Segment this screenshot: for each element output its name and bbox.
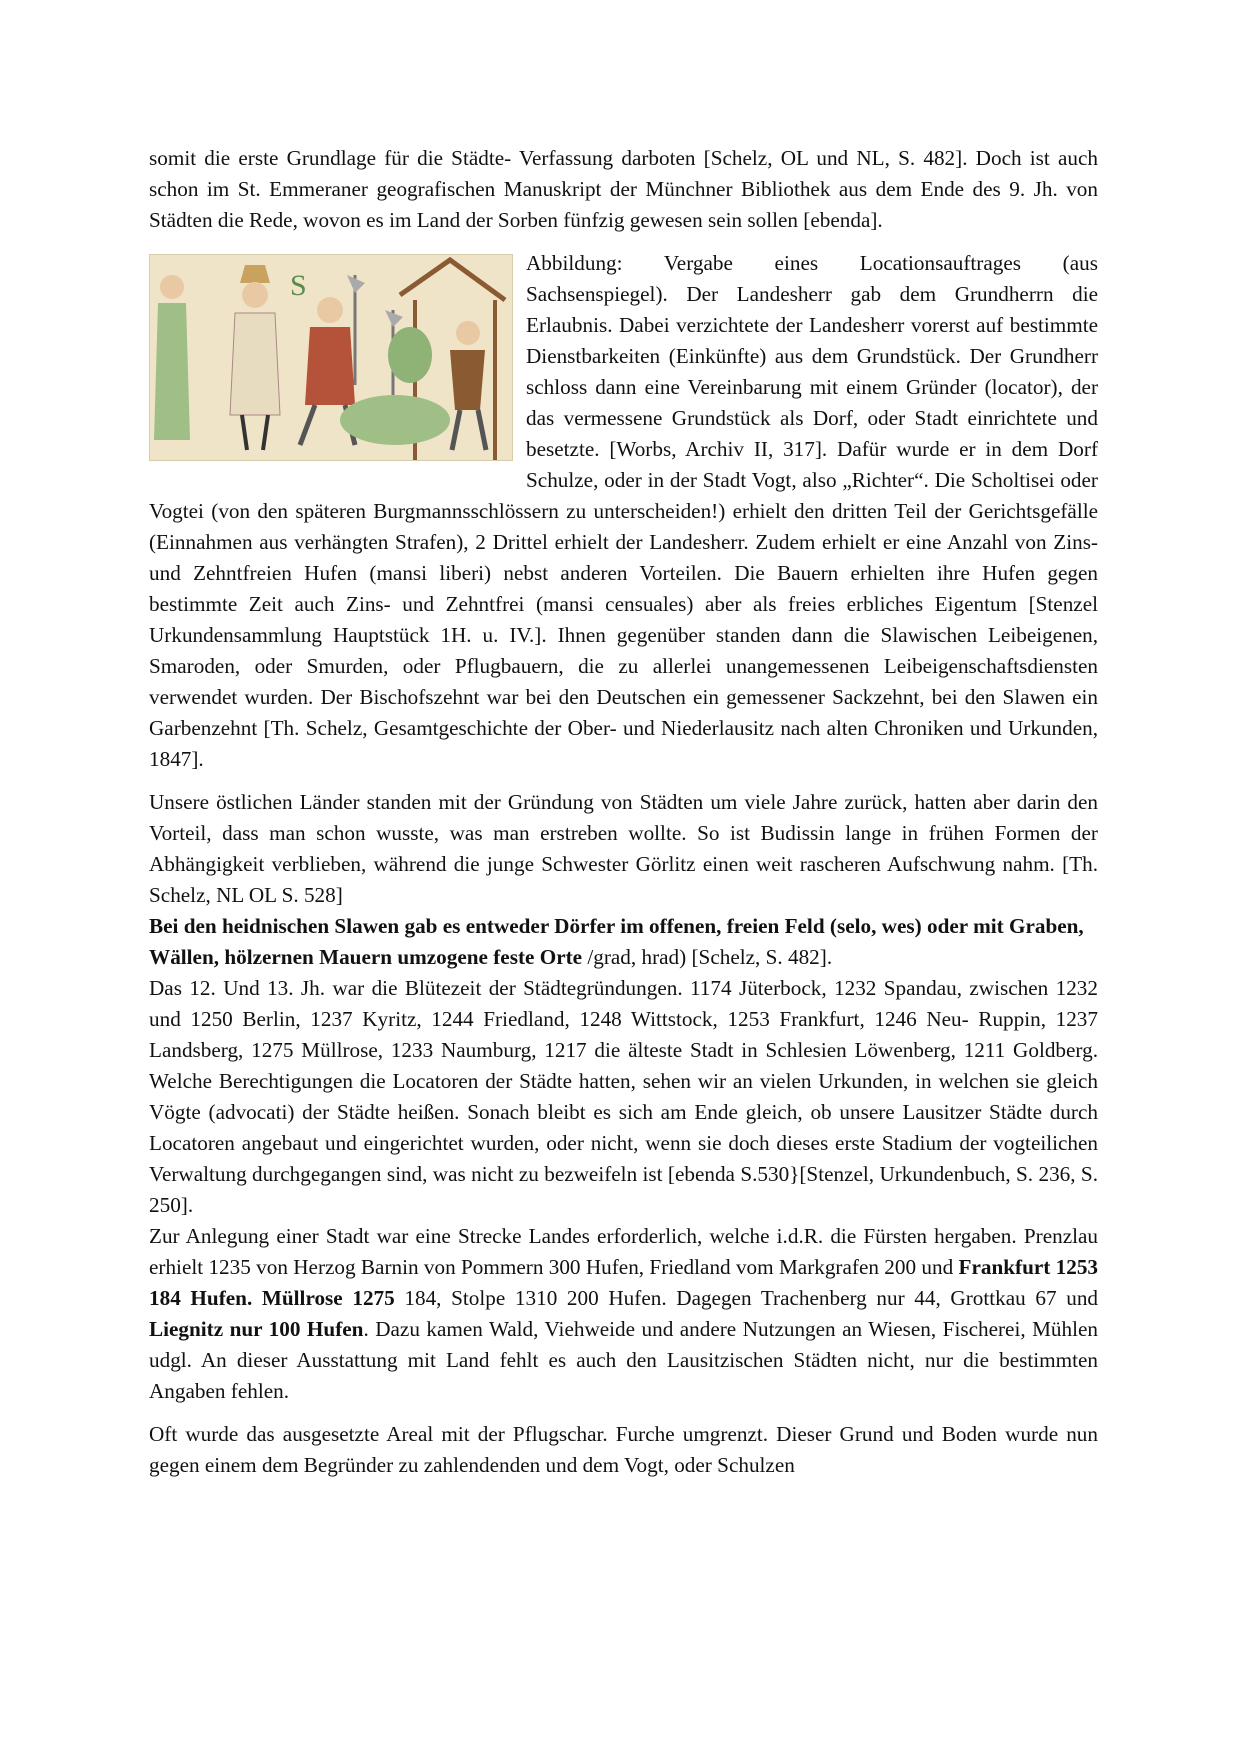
paragraph-7: Oft wurde das ausgesetzte Areal mit der Pflugschar. Furche umgrenzt. Dieser Grund und Boden wurde nun gegen einem dem Begründer zu zahlendenden und dem Vogt, oder Schulzen (149, 1422, 1098, 1477)
paragraph-4-rest: /grad, hrad) [Schelz, S. 482]. (582, 945, 833, 969)
paragraph-6-bold-1: Frankfurt 1253 184 Hufen. Müllrose 1275 (149, 1255, 1099, 1310)
paragraph-6-bold-2: Liegnitz nur 100 Hufen (149, 1317, 364, 1341)
sachsenspiegel-illustration-icon (149, 254, 513, 461)
paragraph-6 (149, 1221, 1098, 1407)
paragraph-6-c: 184, Stolpe 1310 200 Hufen. Dagegen Trachenberg nur 44, Grottkau 67 und (394, 1286, 1099, 1310)
paragraph-5: Das 12. Und 13. Jh. war die Blütezeit der Städtegründungen. 1174 Jüterbock, 1232 Spandau, zwischen 1232 und 1250 Berlin, 1237 Kyritz, 1244 Friedland, 1248 Wittstock, 1253 Frankfurt, 1246 Neu- Ruppin, 1237 Landsberg, 1275 Müllrose, 1233 Naumburg, 1217 die älteste Stadt in Schlesien Löwenberg, 1211 Goldberg. Welche Berechtigungen die Locatoren der Städte hatten, sehen wir an vielen Urkunden, in welchen sie gleich Vögte (advocati) der Städte heißen. Sonach bleibt es sich am Ende gleich, ob unsere Lausitzer Städte durch Locatoren angebaut und eingerichtet wurden, oder nicht, wenn sie doch dieses erste Stadium der vogteilichen Verwaltung durchgegangen sind, was nicht zu bezweifeln ist [ebenda S.530}[Stenzel, Urkundenbuch, S. 236, S. 250]. (149, 976, 1098, 1217)
paragraph-6-a: Zur Anlegung einer Stadt war eine Strecke Landes erforderlich, welche i.d.R. die Fürsten hergaben. Prenzlau erhielt 1235 von Herzog Barnin von Pommern 300 Hufen, Friedland vom Markgrafen 200 und (149, 1224, 1098, 1279)
paragraph-3: Unsere östlichen Länder standen mit der Gründung von Städten um viele Jahre zurück, hatten aber darin den Vorteil, dass man schon wusste, was man erstreben wollte. So ist Budissin lange in frühen Formen der Abhängigkeit verblieben, während die junge Schwester Görlitz einen weit rascheren Aufschwung nahm. [Th. Schelz, NL OL S. 528] (149, 790, 1098, 907)
document-page (149, 143, 1098, 1481)
paragraph-4 (149, 911, 1098, 973)
svg-text:S: S (290, 269, 307, 302)
paragraph-2: Abbildung: Vergabe eines Locationsauftrages (aus Sachsenspiegel). Der Landesherr gab dem Grundherrn die Erlaubnis. Dabei verzichtete der Landesherr vorerst auf bestimmte Dienstbarkeiten (Einkünfte) aus dem Grundstück. Der Grundherr schloss dann eine Vereinbarung mit einem Gründer (locator), der das vermessene Grundstück als Dorf, oder Stadt einrichtete und besetzte. [Worbs, Archiv II, 317]. Dafür wurde er in dem Dorf Schulze, oder in der Stadt Vogt, also „Richter“. Die Scholtisei oder Vogtei (von den späteren Burgmannsschlössern zu unterscheiden!) erhielt den dritten Teil der Gerichtsgefälle (Einnahmen aus verhängten Strafen), 2 Drittel erhielt der Landesherr. Zudem erhielt er eine Anzahl von Zins- und Zehntfreien Hufen (mansi liberi) nebst anderen Vorteilen. Die Bauern erhielten ihre Hufen gegen bestimmte Zeit auch Zins- und Zehntfrei (mansi censuales) aber als freies erbliches Eigentum [Stenzel Urkundensammlung Hauptstück 1H. u. IV.]. Ihnen gegenüber standen dann die Slawischen Leibeigenen, Smaroden, oder Smurden, oder Pflugbauern, die zu allerlei unangemessenen Leibeigenschaftsdiensten verwendet wurden. Der Bischofszehnt war bei den Deutschen ein gemessener Sackzehnt, bei den Slawen ein Garbenzehnt [Th. Schelz, Gesamtgeschichte der Ober- und Niederlausitz nach alten Chroniken und Urkunden, 1847]. (149, 251, 1098, 771)
paragraph-6-d: . Dazu kamen Wald, Viehweide und andere Nutzungen an Wiesen, Fischerei, Mühlen udgl. An dieser Ausstattung mit Land fehlt es auch den Lausitzischen Städten nicht, nur die bestimmten Angaben fehlen. (149, 1317, 1099, 1403)
figure-paragraph (149, 248, 1098, 775)
paragraph-1: somit die erste Grundlage für die Städte- Verfassung darboten [Schelz, OL und NL, S. 482]. Doch ist auch schon im St. Emmeraner geografischen Manuskript der Münchner Bibliothek aus dem Ende des 9. Jh. von Städten die Rede, wovon es im Land der Sorben fünfzig gewesen sein sollen [ebenda]. (149, 146, 1098, 232)
paragraph-4-bold: Bei den heidnischen Slawen gab es entweder Dörfer im offenen, freien Feld (selo, wes) oder mit Graben, Wällen, hölzernen Mauern umzogene feste Orte (149, 914, 1084, 969)
